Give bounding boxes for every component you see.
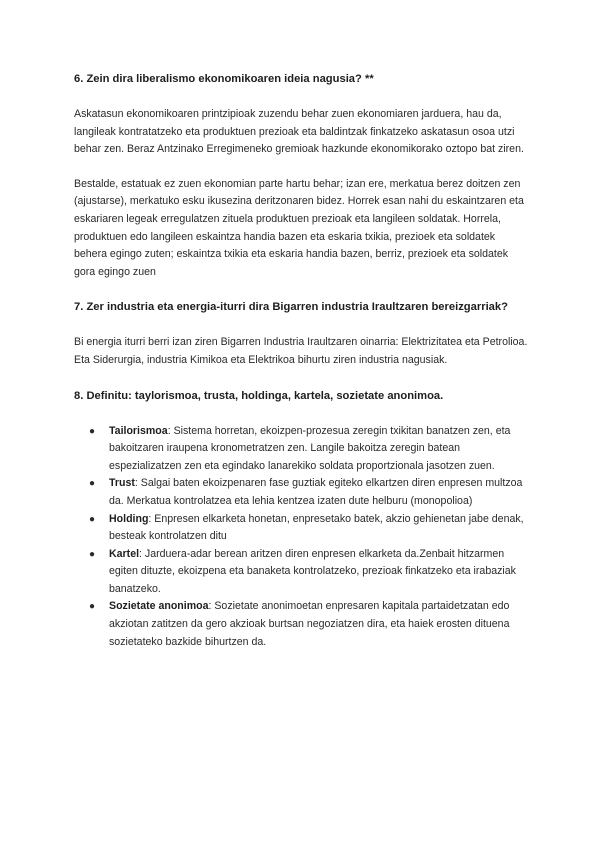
definitions-list [74, 423, 528, 652]
definition-term: Tailorismoa [109, 424, 168, 437]
section-6-heading: 6. Zein dira liberalismo ekonomikoaren ideia nagusia? ** [74, 73, 374, 85]
list-item [74, 423, 528, 476]
bullet-icon: ● [89, 548, 96, 560]
definition-term: Kartel [109, 547, 140, 560]
definition-term: Sozietate anonimoa [109, 600, 209, 613]
section-8-heading: 8. Definitu: taylorismoa, trusta, holdinga, kartela, sozietate anonimoa. [74, 389, 444, 402]
bullet-icon: ● [89, 478, 96, 490]
definition-text: : Salgai baten ekoizpenaren fase guztiak egiteko elkartzen diren enpresen multzoa da. Merkatua kontrolatzea eta lehia kentzea izaten dute helburu (monopolioa) [109, 477, 523, 507]
section-7-heading: 7. Zer industria eta energia-iturri dira Bigarren industria Iraultzaren bereizgarriak? [74, 301, 508, 314]
section-7-paragraph-1: Bi energia iturri berri izan ziren Bigarren Industria Iraultzaren oinarria: Elektrizitatea eta Petrolioa. Eta Siderurgia, industria Kimikoa eta Elektrikoa bihurtu ziren industria nagusiak. [74, 336, 528, 366]
list-item [74, 511, 528, 546]
section-6-paragraph-2: Bestalde, estatuak ez zuen ekonomian parte hartu behar; izan ere, merkatua berez doitzen zen (ajustarse), merkatuko esku ikusezina deritzonaren bidez. Horrek esan nahi du eskaintzaren eta eskariaren legeak erregulatzen zituela produktuen prezioak eta langileen soldatak. Horrela, produktuen edo langileen eskaintza handia bazen eta eskaria txikia, prezioek eta soldatek behera egingo zuten; eskaintza txikia eta eskaria handia bazen, berriz, prezioek eta soldatek gora egingo zuen [74, 177, 524, 278]
bullet-icon: ● [89, 513, 96, 525]
definition-text: : Sistema horretan, ekoizpen-prozesua zeregin txikitan banatzen zen, eta bakoitzaren iraupena kronometratzen zen. Langile bakoitza zeregin batean espezializatzen zen eta egindako lanarekiko soldata proportzionala jasotzen zuen. [109, 424, 511, 472]
definition-term: Holding [109, 512, 149, 525]
list-item [74, 475, 528, 510]
list-item [74, 598, 528, 651]
bullet-icon: ● [89, 425, 96, 437]
definition-text: : Enpresen elkarketa honetan, enpresetako batek, akzio gehienetan jabe denak, besteak kontrolatzen ditu [109, 512, 524, 543]
definition-text: : Sozietate anonimoetan enpresaren kapitala partaidetzatan edo akziotan zatitzen da gero akzioak burtsan negoziatzen dira, eta haiek erosten dituena sozietateko bazkide bihurtzen da. [109, 600, 510, 648]
definition-term: Trust [109, 477, 135, 490]
bullet-icon: ● [89, 601, 96, 613]
definition-text: : Jarduera-adar berean aritzen diren enpresen elkarketa da.Zenbait hitzarmen egiten dituzte, ekoizpena eta banaketa kontrolatzeko, prezioak finkatzeko eta irabaziak banatzeko. [109, 547, 516, 595]
list-item [74, 546, 528, 599]
section-6-paragraph-1: Askatasun ekonomikoaren printzipioak zuzendu behar zuen ekonomiaren jarduera, hau da, langileak kontratatzeko eta produktuen prezioak eta baldintzak finkatzeko askatasun osoa utzi behar zen. Beraz Antzinako Erregimeneko gremioak hazkunde ekonomikorako oztopo bat ziren. [74, 108, 524, 156]
